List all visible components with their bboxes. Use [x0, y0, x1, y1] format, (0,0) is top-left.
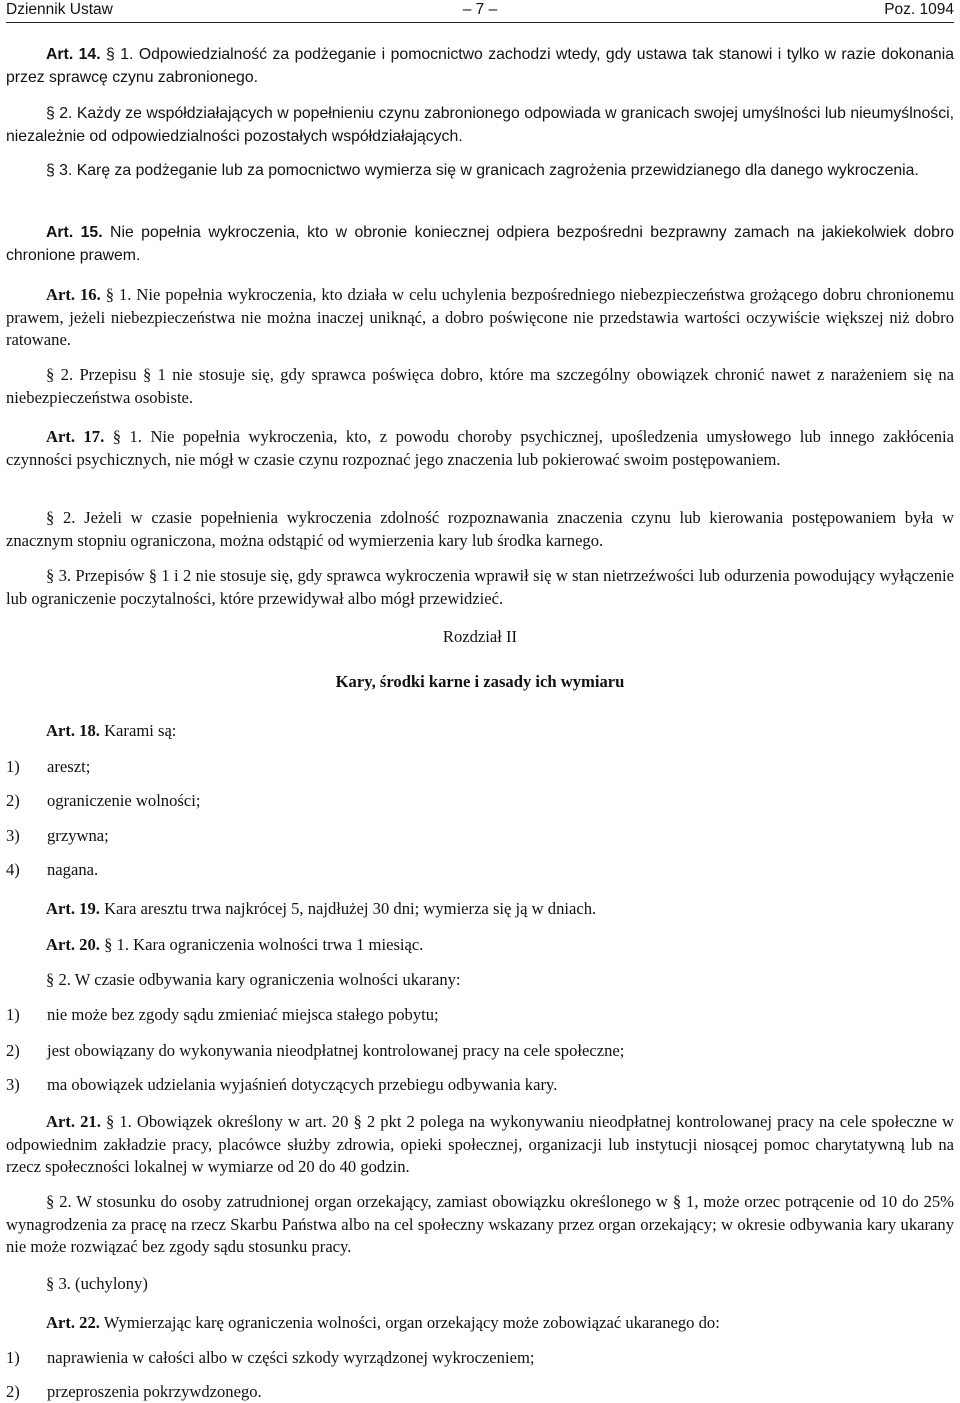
paragraph-text: § 2. W stosunku do osoby zatrudnionej organ orzekający, zamiast obowiązku określonego w § 1, może orzec potrącenie od 10 do 25% wynagrodzenia za pracę na rzecz Skarbu Państwa albo na cel społeczny wskazany przez organ orzekający; w okresie odbywania kary ukarany nie może rozwiązać bez zgody sądu stosunku pracy. [6, 1192, 954, 1256]
art18-intro [6, 720, 954, 743]
article-label: Art. 17. [46, 427, 105, 446]
paragraph-text: Wymierzając karę ograniczenia wolności, organ orzekający może zobowiązać ukaranego do: [103, 1313, 720, 1332]
article-label: Art. 14. [46, 46, 101, 63]
art19 [6, 898, 954, 921]
list-text: areszt; [47, 757, 91, 776]
article-label: Art. 19. [46, 899, 100, 918]
art14-par2 [6, 103, 954, 148]
list-text: przeproszenia pokrzywdzonego. [47, 1382, 262, 1401]
article-label: Art. 20. [46, 935, 100, 954]
paragraph-text: § 2. Przepisu § 1 nie stosuje się, gdy sprawca poświęca dobro, które ma szczególny obowiązek chronić nawet z narażeniem się na niebezpieczeństwa osobiste. [6, 365, 954, 407]
art21-par2 [6, 1191, 954, 1259]
art16-par2 [6, 364, 954, 409]
art21-par3 [6, 1273, 954, 1296]
page-header [6, 0, 954, 23]
art17-par2 [6, 507, 954, 552]
paragraph-text: § 1. Obowiązek określony w art. 20 § 2 pkt 2 polega na wykonywaniu nieodpłatnej kontrolowanej pracy na cele społeczne w odpowiednim zakładzie pracy, placówce służby zdrowia, opieki społecznej, organizacji lub instytucji niosącej pomoc charytatywną lub na rzecz społeczności lokalnej w wymiarze od 20 do 40 godzin. [6, 1112, 955, 1176]
art22-intro [6, 1312, 954, 1335]
paragraph-text: § 2. W czasie odbywania kary ograniczenia wolności ukarany: [46, 970, 461, 989]
art17-par1 [6, 426, 954, 471]
list-text: ograniczenie wolności; [47, 791, 201, 810]
page-number: – 7 – [462, 1, 498, 18]
paragraph-text: § 2. Każdy ze współdziałających w popełnieniu czynu zabronionego odpowiada w granicach swojej umyślności lub nieumyślności, niezależnie od odpowiedzialności pozostałych współdziałających. [6, 105, 954, 145]
list-text: ma obowiązek udzielania wyjaśnień dotyczących przebiegu odbywania kary. [47, 1075, 558, 1094]
paragraph-text: Nie popełnia wykroczenia, kto w obronie koniecznej odpiera bezpośredni bezprawny zamach na jakiekolwiek dobro chronione prawem. [6, 224, 954, 264]
art17-par3 [6, 565, 954, 610]
list-text: nagana. [47, 860, 99, 879]
list-number: 3) [6, 1075, 20, 1094]
paragraph-text: § 1. Odpowiedzialność za podżeganie i pomocnictwo zachodzi wtedy, gdy ustawa tak stanowi i tylko w razie dokonania przez sprawcę czynu zabronionego. [6, 46, 954, 86]
list-number: 2) [6, 791, 20, 810]
list-number: 1) [6, 757, 20, 776]
list-number: 2) [6, 1041, 20, 1060]
art20-par2 [6, 969, 954, 992]
list-text: grzywna; [47, 826, 109, 845]
art16-par1 [6, 284, 954, 352]
paragraph-text: § 3. Karę za podżeganie lub za pomocnictwo wymierza się w granicach zagrożenia przewidzianego dla danego wykroczenia. [46, 162, 919, 179]
paragraph-text: Kara aresztu trwa najkrócej 5, najdłużej 30 dni; wymierza się ją w dniach. [104, 899, 597, 918]
article-label: Art. 22. [46, 1313, 100, 1332]
art14-par3 [6, 160, 954, 183]
list-number: 2) [6, 1382, 20, 1401]
list-text: nie może bez zgody sądu zmieniać miejsca stałego pobytu; [47, 1005, 439, 1024]
paragraph-text: § 3. Przepisów § 1 i 2 nie stosuje się, gdy sprawca wykroczenia wprawił się w stan nietrzeźwości lub odurzenia powodujący wyłączenie lub ograniczenie poczytalności, które przewidywał albo mógł przewidzieć. [6, 566, 954, 608]
list-number: 4) [6, 860, 20, 879]
art21-par1 [6, 1111, 954, 1179]
paragraph-text: § 1. Kara ograniczenia wolności trwa 1 miesiąc. [104, 935, 424, 954]
paragraph-text: § 3. (uchylony) [46, 1274, 148, 1293]
article-label: Art. 21. [46, 1112, 101, 1131]
paragraph-text: Karami są: [104, 721, 177, 740]
list-text: jest obowiązany do wykonywania nieodpłatnej kontrolowanej pracy na cele społeczne; [47, 1041, 625, 1060]
article-label: Art. 18. [46, 721, 100, 740]
list-text: naprawienia w całości albo w części szkody wyrządzonej wykroczeniem; [47, 1348, 535, 1367]
paragraph-text: § 2. Jeżeli w czasie popełnienia wykroczenia zdolność rozpoznawania znaczenia czynu lub kierowania postępowaniem była w znacznym stopniu ograniczona, można odstąpić od wymierzenia kary lub środka karnego. [6, 508, 954, 550]
art15 [6, 222, 954, 267]
chapter-title: Kary, środki karne i zasady ich wymiaru [335, 672, 625, 691]
chapter-number: Rozdział II [442, 627, 518, 646]
list-number: 3) [6, 826, 20, 845]
article-label: Art. 15. [46, 224, 103, 241]
journal-title: Dziennik Ustaw [6, 1, 113, 18]
art20-par1 [6, 934, 954, 957]
list-number: 1) [6, 1348, 20, 1367]
art14-par1 [6, 44, 954, 89]
list-number: 1) [6, 1005, 20, 1024]
paragraph-text: § 1. Nie popełnia wykroczenia, kto działa w celu uchylenia bezpośredniego niebezpieczeństwa grożącego dobru chronionemu prawem, jeżeli niebezpieczeństwa nie można inaczej uniknąć, a dobro poświęcone nie przedstawia wartości oczywiście większej niż dobro ratowane. [6, 285, 955, 349]
paragraph-text: § 1. Nie popełnia wykroczenia, kto, z powodu choroby psychicznej, upośledzenia umysłowego lub innego zakłócenia czynności psychicznych, nie mógł w czasie czynu rozpoznać jego znaczenia lub pokierować swoim postępowaniem. [6, 427, 954, 469]
article-label: Art. 16. [46, 285, 101, 304]
position-number: Poz. 1094 [884, 1, 954, 18]
